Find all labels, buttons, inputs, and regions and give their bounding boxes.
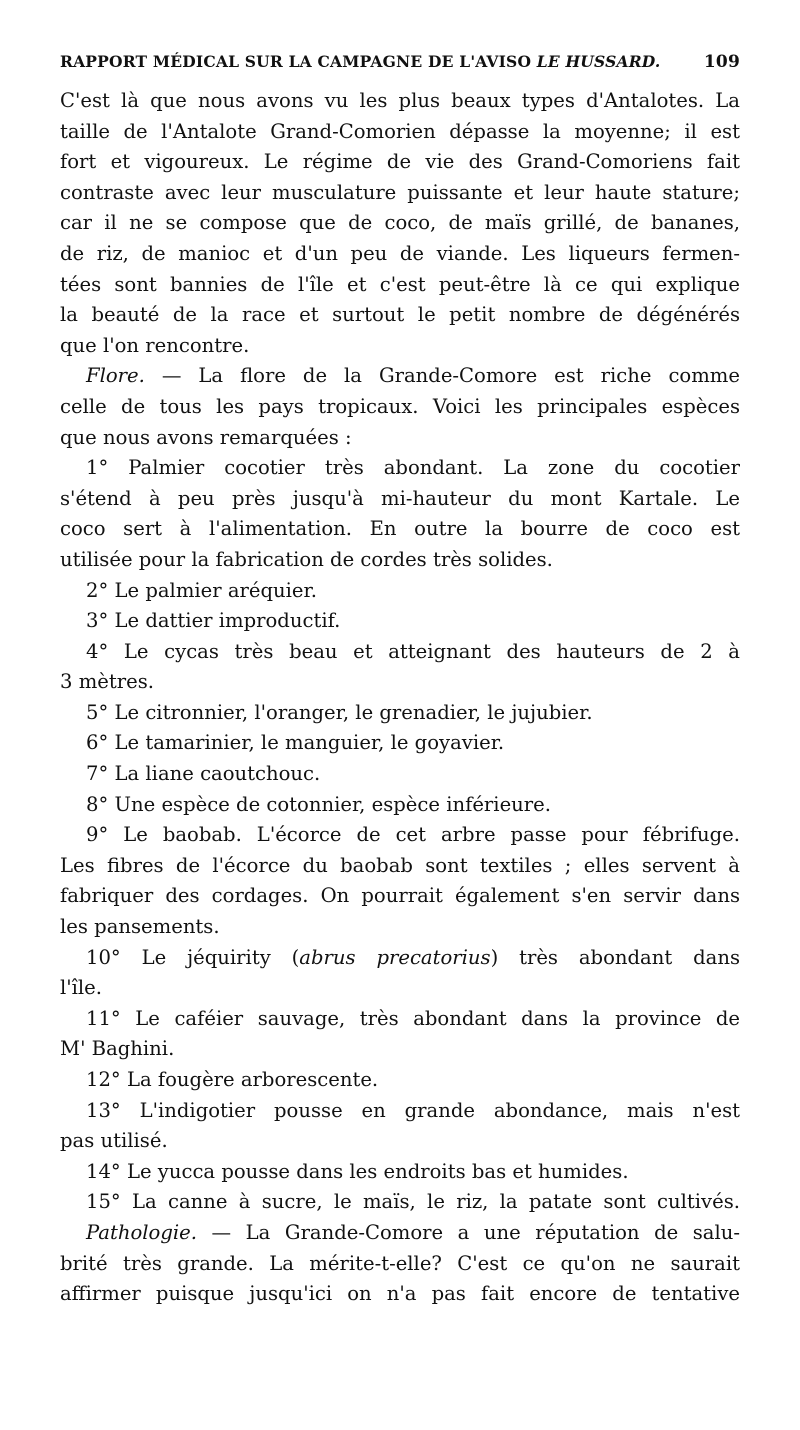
text-line: utilisée pour la fabrication de cordes très solides. [60, 547, 553, 571]
text-line: 15° La canne à sucre, le maïs, le riz, la patate sont cultivés. [86, 1190, 740, 1214]
text-line: 1° Palmier cocotier très abondant. La zone du cocotier [86, 456, 740, 480]
text-line: 4° Le cycas très beau et atteignant des hauteurs de 2 à [86, 639, 740, 663]
line-text: — La Grande-Comore a une réputation de salu- [196, 1220, 740, 1244]
text-line: 9° Le baobab. L'écorce de cet arbre passe pour fébrifuge. [86, 823, 740, 847]
body-text [60, 86, 740, 1310]
text-line: affirmer puisque jusqu'ici on n'a pas fait encore de tentative [60, 1282, 740, 1306]
running-title [60, 44, 660, 80]
text-line: 2° Le palmier aréquier. [86, 578, 317, 602]
text-line [60, 361, 740, 392]
line-text: — La flore de la Grande-Comore est riche comme [144, 364, 740, 388]
page [60, 44, 740, 1310]
section-heading: Flore. [86, 364, 145, 388]
text-line: l'île. [60, 976, 103, 1000]
page-number: 109 [703, 52, 740, 72]
text-line: fabriquer des cordages. On pourrait également s'en servir dans [60, 884, 740, 908]
text-line: 3 mètres. [60, 670, 154, 694]
text-line: contraste avec leur musculature puissante et leur haute stature; [60, 180, 740, 204]
text-line: 13° L'indigotier pousse en grande abondance, mais n'est [86, 1098, 740, 1122]
running-title-main: RAPPORT MÉDICAL SUR LA CAMPAGNE DE L'AVISO [60, 52, 537, 71]
line-italic-text: abrus precatorius [299, 945, 491, 969]
text-line: coco sert à l'alimentation. En outre la bourre de coco est [60, 517, 740, 541]
running-header [60, 44, 740, 80]
section-heading: Pathologie. [86, 1220, 197, 1244]
text-line: C'est là que nous avons vu les plus beaux types d'Antalotes. La [60, 89, 740, 112]
line-text: 10° Le jéquirity ( [86, 945, 300, 969]
line-text: ) très abondant dans [490, 945, 740, 969]
running-title-ship: LE HUSSARD. [536, 52, 661, 71]
text-line: pas utilisé. [60, 1129, 168, 1153]
text-line: 3° Le dattier improductif. [86, 609, 341, 633]
text-line: que nous avons remarquées : [60, 425, 352, 449]
text-line: s'étend à peu près jusqu'à mi-hauteur du mont Kartale. Le [60, 486, 740, 510]
text-line: 6° Le tamarinier, le manguier, le goyavier. [86, 731, 505, 755]
text-line: 5° Le citronnier, l'oranger, le grenadier, le jujubier. [86, 700, 593, 724]
text-line: 12° La fougère arborescente. [86, 1068, 379, 1091]
text-line: brité très grande. La mérite-t-elle? C'est ce qu'on ne saurait [60, 1251, 740, 1275]
text-line: tées sont bannies de l'île et c'est peut-être là ce qui explique [60, 272, 740, 296]
text-line: la beauté de la race et surtout le petit nombre de dégénérés [60, 303, 740, 327]
text-line: de riz, de manioc et d'un peu de viande. Les liqueurs fermen- [60, 241, 740, 265]
text-line: 14° Le yucca pousse dans les endroits bas et humides. [86, 1159, 629, 1183]
text-line: M' Baghini. [60, 1037, 175, 1061]
text-line: celle de tous les pays tropicaux. Voici les principales espèces [60, 394, 740, 418]
text-line: que l'on rencontre. [60, 333, 250, 357]
text-line: Les fibres de l'écorce du baobab sont textiles ; elles servent à [60, 853, 740, 877]
text-line: taille de l'Antalote Grand-Comorien dépasse la moyenne; il est [60, 119, 740, 143]
text-line: 7° La liane caoutchouc. [86, 762, 321, 786]
text-line: fort et vigoureux. Le régime de vie des Grand-Comoriens fait [60, 150, 740, 174]
text-line [60, 943, 740, 974]
text-line: car il ne se compose que de coco, de maïs grillé, de bananes, [60, 211, 740, 235]
text-line: 8° Une espèce de cotonnier, espèce inférieure. [86, 792, 551, 816]
text-line: 11° Le caféier sauvage, très abondant dans la province de [86, 1006, 740, 1030]
text-line [60, 1218, 740, 1249]
text-line: les pansements. [60, 915, 220, 939]
